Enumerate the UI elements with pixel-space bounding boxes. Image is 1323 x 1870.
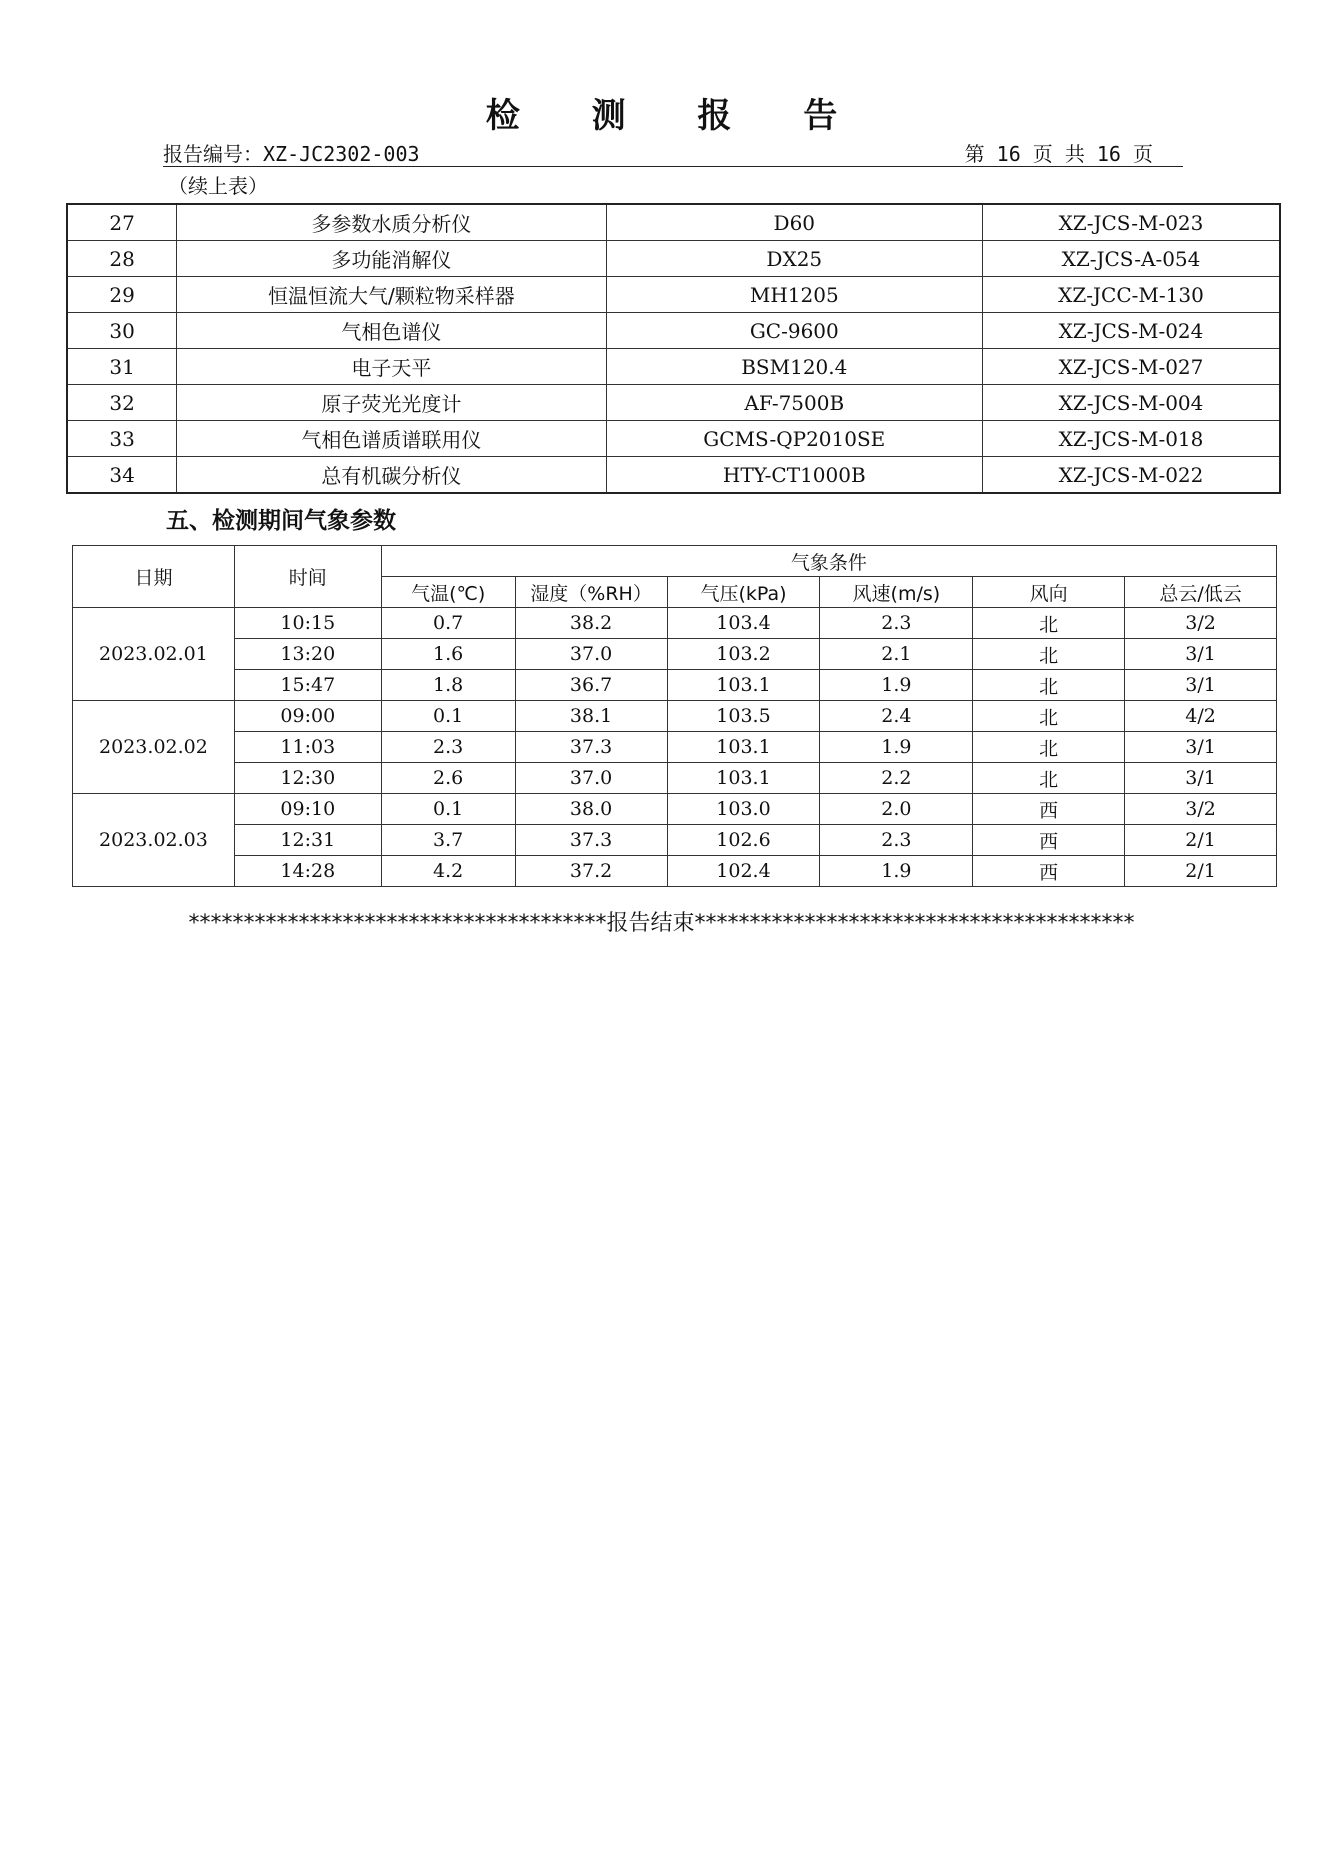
continued-label: （续上表） (168, 174, 268, 198)
report-title: 检 测 报 告 (485, 96, 868, 136)
equipment-number: 29 (67, 277, 177, 313)
temperature-cell: 0.1 (381, 701, 515, 732)
temperature-cell: 2.3 (381, 732, 515, 763)
pressure-cell: 103.0 (667, 794, 820, 825)
report-number: 报告编号：XZ-JC2302-003 (163, 142, 420, 166)
equipment-row (67, 385, 1280, 421)
header-wind-speed: 风速(m/s) (820, 577, 973, 608)
temperature-cell: 0.7 (381, 608, 515, 639)
humidity-cell: 38.2 (515, 608, 667, 639)
report-end-marker: **************************************报告结束**************************************** (188, 911, 1135, 936)
equipment-code: XZ-JCS-M-024 (982, 313, 1280, 349)
weather-row (73, 763, 1277, 794)
cloud-cover-cell: 2/1 (1125, 856, 1277, 887)
pressure-cell: 102.6 (667, 825, 820, 856)
equipment-code: XZ-JCS-M-018 (982, 421, 1280, 457)
wind-direction-cell: 西 (973, 825, 1125, 856)
temperature-cell: 0.1 (381, 794, 515, 825)
temperature-cell: 3.7 (381, 825, 515, 856)
wind-speed-cell: 2.4 (820, 701, 973, 732)
weather-row (73, 670, 1277, 701)
header-weather-conditions: 气象条件 (381, 546, 1276, 577)
time-cell: 10:15 (234, 608, 381, 639)
header-humidity: 湿度（%RH） (515, 577, 667, 608)
equipment-number: 28 (67, 241, 177, 277)
time-cell: 09:10 (234, 794, 381, 825)
wind-direction-cell: 北 (973, 670, 1125, 701)
equipment-name: 多功能消解仪 (177, 241, 606, 277)
header-pressure: 气压(kPa) (667, 577, 820, 608)
wind-direction-cell: 西 (973, 856, 1125, 887)
humidity-cell: 38.0 (515, 794, 667, 825)
time-cell: 14:28 (234, 856, 381, 887)
wind-speed-cell: 2.3 (820, 825, 973, 856)
pressure-cell: 103.5 (667, 701, 820, 732)
equipment-name: 多参数水质分析仪 (177, 204, 606, 241)
equipment-number: 30 (67, 313, 177, 349)
equipment-model: D60 (606, 204, 982, 241)
pressure-cell: 103.1 (667, 763, 820, 794)
header-wind-direction: 风向 (973, 577, 1125, 608)
date-cell: 2023.02.02 (73, 701, 235, 794)
weather-row (73, 732, 1277, 763)
equipment-code: XZ-JCS-A-054 (982, 241, 1280, 277)
wind-direction-cell: 北 (973, 701, 1125, 732)
equipment-code: XZ-JCS-M-023 (982, 204, 1280, 241)
weather-row (73, 794, 1277, 825)
humidity-cell: 37.3 (515, 732, 667, 763)
date-cell: 2023.02.01 (73, 608, 235, 701)
wind-direction-cell: 北 (973, 608, 1125, 639)
equipment-table (66, 203, 1281, 494)
wind-direction-cell: 北 (973, 763, 1125, 794)
wind-direction-cell: 西 (973, 794, 1125, 825)
wind-direction-cell: 北 (973, 732, 1125, 763)
equipment-number: 31 (67, 349, 177, 385)
humidity-cell: 37.3 (515, 825, 667, 856)
equipment-model: AF-7500B (606, 385, 982, 421)
equipment-model: GC-9600 (606, 313, 982, 349)
weather-row (73, 639, 1277, 670)
equipment-number: 32 (67, 385, 177, 421)
humidity-cell: 37.0 (515, 763, 667, 794)
equipment-name: 电子天平 (177, 349, 606, 385)
time-cell: 12:30 (234, 763, 381, 794)
equipment-name: 原子荧光光度计 (177, 385, 606, 421)
section-title-weather: 五、检测期间气象参数 (166, 508, 396, 534)
time-cell: 09:00 (234, 701, 381, 732)
equipment-model: DX25 (606, 241, 982, 277)
equipment-code: XZ-JCS-M-004 (982, 385, 1280, 421)
equipment-row (67, 277, 1280, 313)
equipment-row (67, 349, 1280, 385)
time-cell: 15:47 (234, 670, 381, 701)
cloud-cover-cell: 4/2 (1125, 701, 1277, 732)
equipment-number: 27 (67, 204, 177, 241)
pressure-cell: 102.4 (667, 856, 820, 887)
equipment-code: XZ-JCS-M-027 (982, 349, 1280, 385)
weather-row (73, 608, 1277, 639)
weather-table (72, 545, 1277, 887)
equipment-model: HTY-CT1000B (606, 457, 982, 494)
equipment-name: 总有机碳分析仪 (177, 457, 606, 494)
equipment-name: 气相色谱仪 (177, 313, 606, 349)
cloud-cover-cell: 3/1 (1125, 670, 1277, 701)
equipment-row (67, 204, 1280, 241)
cloud-cover-cell: 2/1 (1125, 825, 1277, 856)
cloud-cover-cell: 3/1 (1125, 639, 1277, 670)
report-header (163, 136, 1183, 167)
temperature-cell: 2.6 (381, 763, 515, 794)
humidity-cell: 38.1 (515, 701, 667, 732)
equipment-code: XZ-JCC-M-130 (982, 277, 1280, 313)
time-cell: 13:20 (234, 639, 381, 670)
equipment-row (67, 313, 1280, 349)
equipment-row (67, 457, 1280, 494)
equipment-number: 33 (67, 421, 177, 457)
pressure-cell: 103.4 (667, 608, 820, 639)
cloud-cover-cell: 3/1 (1125, 732, 1277, 763)
humidity-cell: 37.2 (515, 856, 667, 887)
equipment-model: MH1205 (606, 277, 982, 313)
humidity-cell: 36.7 (515, 670, 667, 701)
temperature-cell: 4.2 (381, 856, 515, 887)
wind-speed-cell: 2.3 (820, 608, 973, 639)
cloud-cover-cell: 3/1 (1125, 763, 1277, 794)
time-cell: 12:31 (234, 825, 381, 856)
equipment-number: 34 (67, 457, 177, 494)
pressure-cell: 103.1 (667, 670, 820, 701)
cloud-cover-cell: 3/2 (1125, 608, 1277, 639)
page-info: 第 16 页 共 16 页 (964, 142, 1153, 166)
weather-row (73, 701, 1277, 732)
header-time: 时间 (234, 546, 381, 608)
time-cell: 11:03 (234, 732, 381, 763)
wind-speed-cell: 2.0 (820, 794, 973, 825)
weather-row (73, 856, 1277, 887)
equipment-code: XZ-JCS-M-022 (982, 457, 1280, 494)
pressure-cell: 103.1 (667, 732, 820, 763)
header-date: 日期 (73, 546, 235, 608)
equipment-row (67, 241, 1280, 277)
wind-speed-cell: 1.9 (820, 732, 973, 763)
wind-speed-cell: 2.2 (820, 763, 973, 794)
cloud-cover-cell: 3/2 (1125, 794, 1277, 825)
wind-speed-cell: 1.9 (820, 856, 973, 887)
header-temperature: 气温(℃) (381, 577, 515, 608)
equipment-name: 恒温恒流大气/颗粒物采样器 (177, 277, 606, 313)
equipment-model: GCMS-QP2010SE (606, 421, 982, 457)
humidity-cell: 37.0 (515, 639, 667, 670)
wind-speed-cell: 1.9 (820, 670, 973, 701)
weather-row (73, 825, 1277, 856)
wind-speed-cell: 2.1 (820, 639, 973, 670)
temperature-cell: 1.6 (381, 639, 515, 670)
date-cell: 2023.02.03 (73, 794, 235, 887)
wind-direction-cell: 北 (973, 639, 1125, 670)
header-cloud-cover: 总云/低云 (1125, 577, 1277, 608)
temperature-cell: 1.8 (381, 670, 515, 701)
equipment-name: 气相色谱质谱联用仪 (177, 421, 606, 457)
equipment-model: BSM120.4 (606, 349, 982, 385)
pressure-cell: 103.2 (667, 639, 820, 670)
equipment-row (67, 421, 1280, 457)
